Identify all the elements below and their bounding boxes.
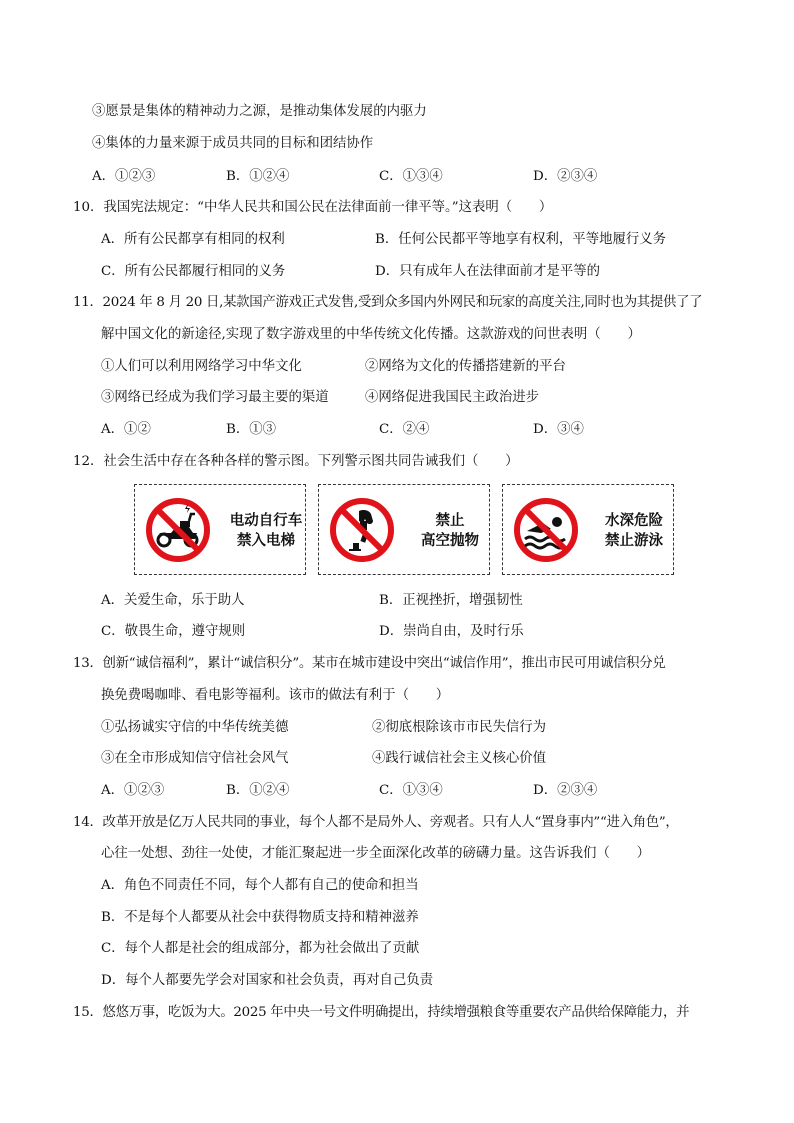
q13-statement-4: ④践行诚信社会主义核心价值 [372,751,547,766]
q10-stem: 10．我国宪法规定：“中华人民共和国公民在法律面前一律平等。”这表明（ ） [73,200,553,215]
q11-statement-1: ①人们可以利用网络学习中华文化 [101,359,302,374]
q11-statement-4: ④网络促进我国民主政治进步 [365,390,540,405]
sign-caption: 电动自行车 禁入电梯 [229,513,303,549]
q9-statement-4: ④集体的力量来源于成员共同的目标和团结协作 [92,136,374,151]
q10-option-d: D．只有成年人在法律面前才是平等的 [375,264,600,279]
q13-stem-line-2: 换免费喝咖啡、看电影等福利。该市的做法有利于（ ） [101,688,450,703]
q11-option-a: A．①② [101,422,151,437]
q13-statement-2: ②彻底根除该市市民失信行为 [372,720,547,735]
q13-statement-1: ①弘扬诚实守信的中华传统美德 [101,720,289,735]
no-swimming-icon [513,497,579,563]
q11-option-c: C．②④ [379,422,430,437]
q12-option-a: A．关爱生命，乐于助人 [101,593,245,608]
q9-option-d: D．②③④ [533,169,598,184]
q14-option-c: C．每个人都是社会的组成部分，都为社会做出了贡献 [101,941,420,956]
q15-stem-line-1: 15．悠悠万事，吃饭为大。2025 年中央一号文件明确提出，持续增强粮食等重要农产品供给保障能力，并 [73,1005,690,1020]
warning-sign-no-ebike [134,484,306,575]
q11-stem-line-1: 11．2024 年 8 月 20 日,某款国产游戏正式发售,受到众多国内外网民和玩家的高度关注,同时也为其提供了了 [73,295,703,310]
sign-caption: 禁止 高空抛物 [421,513,479,549]
q11-option-d: D．③④ [533,422,584,437]
q13-option-d: D．②③④ [533,783,598,798]
q14-stem-line-1: 14．改革开放是亿万人民共同的事业，每个人都不是局外人、旁观者。只有人人“置身事内”“进入角色”， [73,815,679,830]
q14-option-d: D．每个人都要先学会对国家和社会负责，再对自己负责 [101,973,434,988]
q9-option-a: A．①②③ [92,169,156,184]
sign-caption: 水深危险 禁止游泳 [605,513,663,549]
q13-stem-line-1: 13．创新“诚信福利”，累计“诚信积分”。某市在城市建设中突出“诚信作用”，推出市民可用诚信积分兑 [73,656,666,671]
q13-option-b: B．①②④ [226,783,290,798]
q13-statement-3: ③在全市形成知信守信社会风气 [101,751,289,766]
q12-option-d: D．崇尚自由，及时行乐 [379,624,524,639]
q9-option-b: B．①②④ [226,169,290,184]
q13-option-c: C．①③④ [379,783,443,798]
q12-option-c: C．敬畏生命，遵守规则 [101,624,246,639]
q9-statement-3: ③愿景是集体的精神动力之源，是推动集体发展的内驱力 [92,104,427,119]
q12-option-b: B．正视挫折，增强韧性 [379,593,523,608]
q13-option-a: A．①②③ [101,783,165,798]
q10-option-c: C．所有公民都履行相同的义务 [101,264,286,279]
q14-option-b: B．不是每个人都要从社会中获得物质支持和精神滋养 [101,910,419,925]
q9-option-c: C．①③④ [379,169,443,184]
q11-statement-3: ③网络已经成为我们学习最主要的渠道 [101,390,329,405]
warning-sign-no-throwing [318,484,490,575]
q11-statement-2: ②网络为文化的传播搭建新的平台 [365,359,566,374]
q10-option-a: A．所有公民都享有相同的权利 [101,232,285,247]
q14-option-a: A．角色不同责任不同，每个人都有自己的使命和担当 [101,878,419,893]
q10-option-b: B．任何公民都平等地享有权利，平等地履行义务 [375,232,667,247]
q14-stem-line-2: 心往一处想、劲往一处使，才能汇聚起进一步全面深化改革的磅礴力量。这告诉我们（ ） [101,846,651,861]
no-throwing-icon [329,497,395,563]
no-ebike-icon [145,497,211,563]
q11-stem-line-2: 解中国文化的新途径,实现了数字游戏里的中华传统文化传播。这款游戏的问世表明（ ） [101,327,641,342]
q12-stem: 12．社会生活中存在各种各样的警示图。下列警示图共同告诫我们（ ） [73,454,519,469]
warning-sign-no-swimming [502,484,674,575]
q11-option-b: B．①③ [226,422,277,437]
